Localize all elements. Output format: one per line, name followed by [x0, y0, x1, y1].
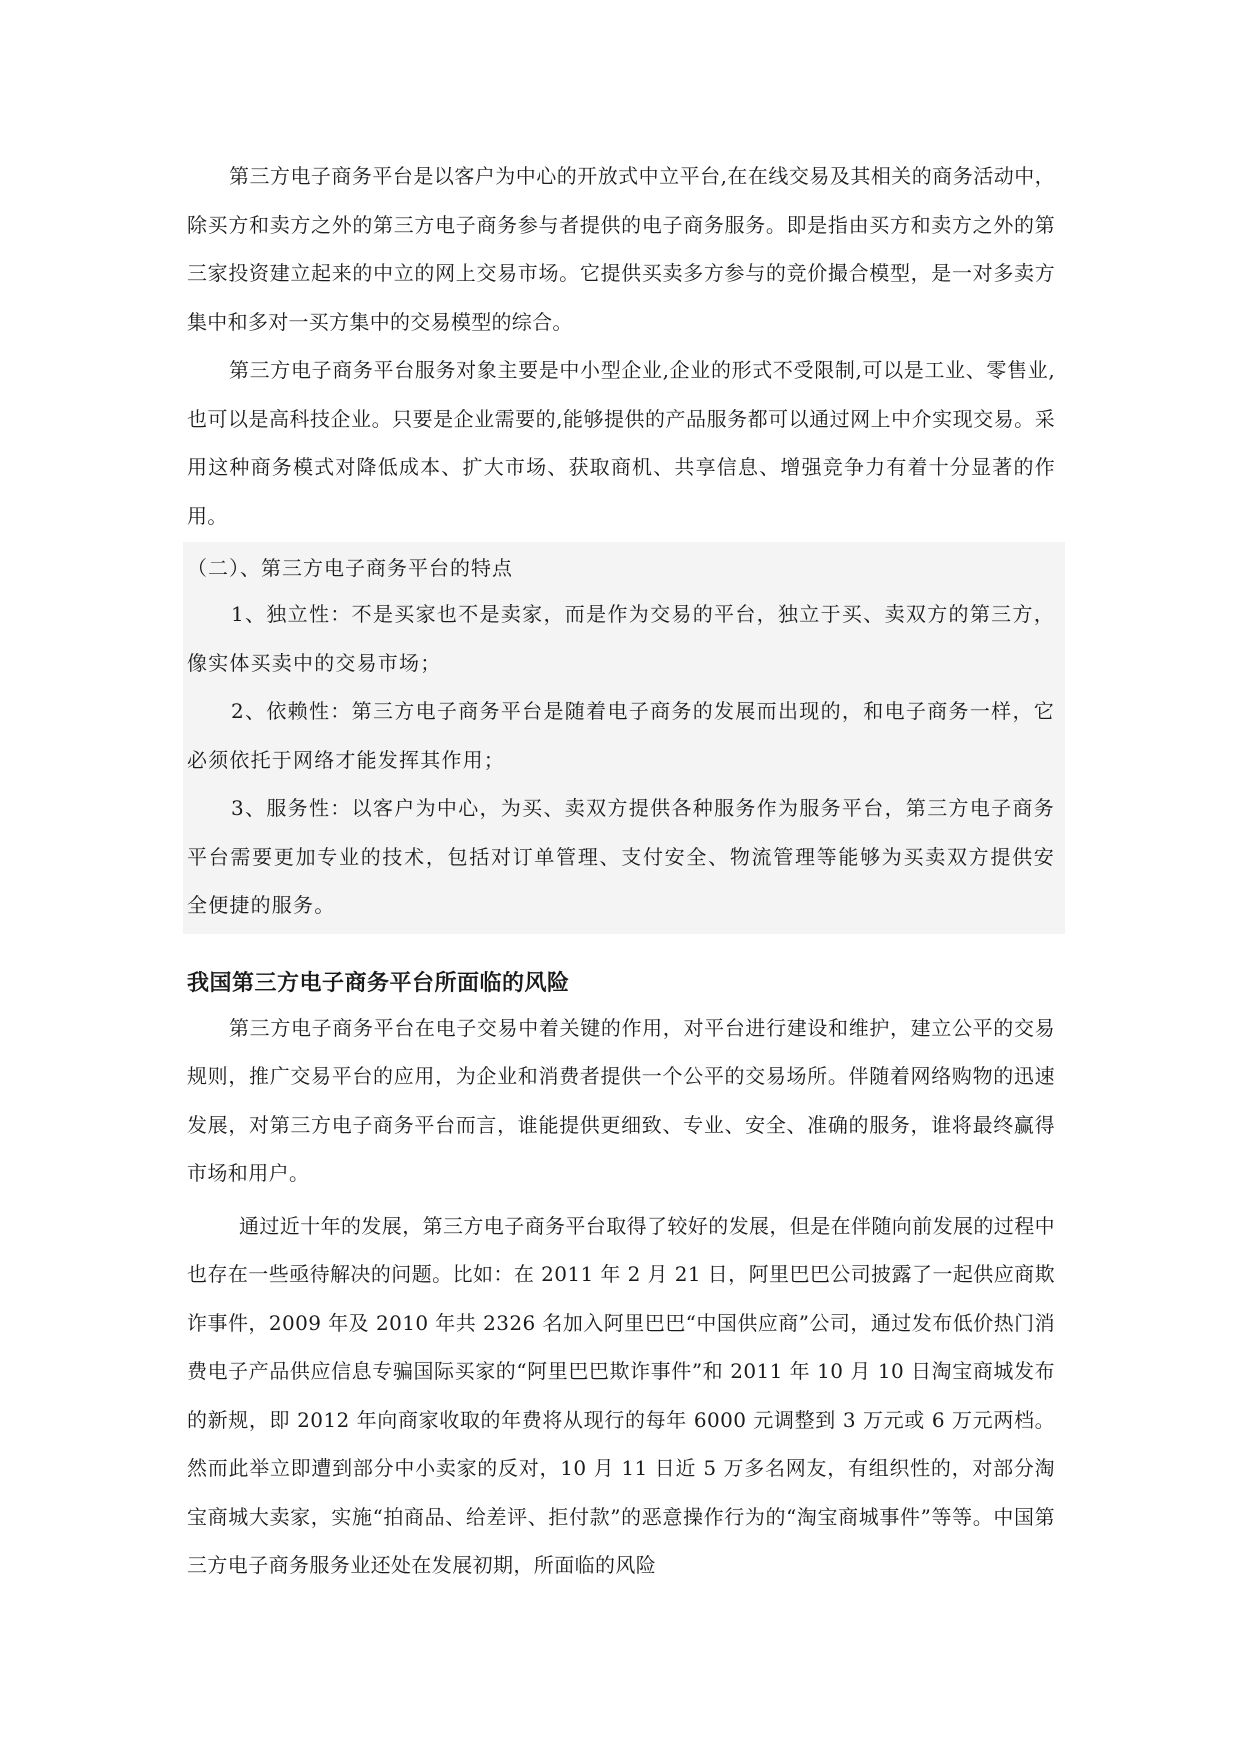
feature-item-independence: 1、独立性：不是买家也不是卖家，而是作为交易的平台，独立于买、卖双方的第三方，像实体买卖中的交易市场； — [187, 602, 1055, 675]
features-heading: （二）、第三方电子商务平台的特点 — [187, 556, 513, 580]
features-block — [183, 542, 1065, 934]
risk-section-title: 我国第三方电子商务平台所面临的风险 — [187, 970, 570, 996]
document-page — [187, 152, 1055, 1590]
intro-paragraph-2: 第三方电子商务平台服务对象主要是中小型企业,企业的形式不受限制,可以是工业、零售业,也可以是高科技企业。只要是企业需要的,能够提供的产品服务都可以通过网上中介实现交易。采用这种商务模式对降低成本、扩大市场、获取商机、共享信息、增强竞争力有着十分显著的作用。 — [187, 358, 1055, 528]
risk-paragraph-2: 通过近十年的发展，第三方电子商务平台取得了较好的发展，但是在伴随向前发展的过程中也存在一些亟待解决的问题。比如：在 2011 年 2 月 21 日，阿里巴巴公司披露了一起供应商欺诈事件，2009 年及 2010 年共 2326 名加入阿里巴巴“中国供应商”公司，通过发布低价热门消费电子产品供应信息专骗国际买家的“阿里巴巴欺诈事件”和 2011 年 10 月 10 日淘宝商城发布的新规，即 2012 年向商家收取的年费将从现行的每年 6000 元调整到 3 万元或 6 万元两档。然而此举立即遭到部分中小卖家的反对，10 月 11 日近 5 万多名网友，有组织性的，对部分淘宝商城大卖家，实施“拍商品、给差评、拒付款”的恶意操作行为的“淘宝商城事件”等等。中国第三方电子商务服务业还处在发展初期，所面临的风险 — [187, 1213, 1055, 1577]
intro-paragraph-1: 第三方电子商务平台是以客户为中心的开放式中立平台,在在线交易及其相关的商务活动中，除买方和卖方之外的第三方电子商务参与者提供的电子商务服务。即是指由买方和卖方之外的第三家投资建立起来的中立的网上交易市场。它提供买卖多方参与的竞价撮合模型，是一对多卖方集中和多对一买方集中的交易模型的综合。 — [187, 164, 1055, 334]
feature-item-service: 3、服务性：以客户为中心，为买、卖双方提供各种服务作为服务平台，第三方电子商务平台需要更加专业的技术，包括对订单管理、支付安全、物流管理等能够为买卖双方提供安全便捷的服务。 — [187, 796, 1055, 917]
feature-item-dependence: 2、依赖性：第三方电子商务平台是随着电子商务的发展而出现的，和电子商务一样，它必须依托于网络才能发挥其作用； — [187, 699, 1055, 772]
risk-paragraph-1: 第三方电子商务平台在电子交易中着关键的作用，对平台进行建设和维护，建立公平的交易规则，推广交易平台的应用，为企业和消费者提供一个公平的交易场所。伴随着网络购物的迅速发展，对第三方电子商务平台而言，谁能提供更细致、专业、安全、准确的服务，谁将最终赢得市场和用户。 — [187, 1015, 1055, 1185]
